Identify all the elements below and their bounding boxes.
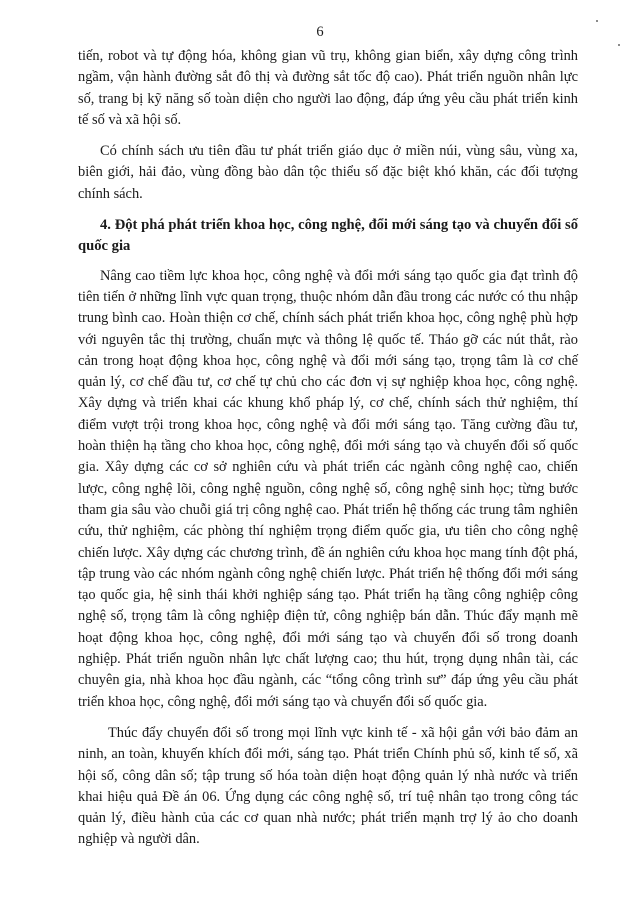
paragraph-digital-transformation: Thúc đẩy chuyển đổi số trong mọi lĩnh vực kinh tế - xã hội gắn với bảo đảm an ninh, an toàn, khuyến khích đổi mới, sáng tạo. Phát triển Chính phủ số, kinh tế số, xã hội số, công dân số; tập trung số hóa toàn diện hoạt động quản lý nhà nước và triển khai hiệu quả Đề án 06. Ứng dụng các công nghệ số, trí tuệ nhân tạo trong công tác quản lý, điều hành của các cơ quan nhà nước; phát triển mạnh trợ lý ảo cho doanh nghiệp và người dân. <box>78 724 578 848</box>
page-number: 6 <box>316 24 324 40</box>
paragraph-science-technology: Nâng cao tiềm lực khoa học, công nghệ và đổi mới sáng tạo quốc gia đạt trình độ tiên tiến ở những lĩnh vực quan trọng, thuộc nhóm dẫn đầu trong các nước có thu nhập trung bình cao. Hoàn thiện cơ chế, chính sách phát triển khoa học, công nghệ phù hợp với nguyên tắc thị trường, chuẩn mực và thông lệ quốc tế. Tháo gỡ các nút thắt, rào cản trong hoạt động khoa học, công nghệ và đổi mới sáng tạo, trọng tâm là cơ chế quản lý, cơ chế đầu tư, cơ chế tự chủ cho các đơn vị sự nghiệp khoa học, công nghệ. Xây dựng và triển khai các khung khổ pháp lý, cơ chế, chính sách thử nghiệm, thí điểm vượt trội trong khoa học, công nghệ và đổi mới sáng tạo. Tăng cường đầu tư, hoàn thiện hạ tầng cho khoa học, công nghệ, đổi mới sáng tạo và chuyển đổi số quốc gia. Xây dựng các cơ sở nghiên cứu và phát triển các ngành công nghệ cao, chiến lược, công nghệ lõi, công nghệ nguồn, công nghệ số, công nghệ sinh học; từng bước tham gia sâu vào chuỗi giá trị công nghệ cao. Phát triển hệ thống các trung tâm nghiên cứu, thử nghiệm, các phòng thí nghiệm trọng điểm quốc gia, ưu tiên cho công nghệ chiến lược. Xây dựng các chương trình, đề án nghiên cứu khoa học mang tính đột phá, tập trung vào các nhóm ngành công nghệ chiến lược. Phát triển hệ thống đổi mới sáng tạo quốc gia, hệ sinh thái khởi nghiệp sáng tạo. Phát triển hạ tầng công nghiệp công nghệ số, trọng tâm là công nghiệp điện tử, công nghiệp bán dẫn. Thúc đẩy mạnh mẽ hoạt động khoa học, công nghệ, đổi mới sáng tạo và chuyển đổi số trong doanh nghiệp. Phát triển nguồn nhân lực chất lượng cao; thu hút, trọng dụng nhân tài, các chuyên gia, nhà khoa học đầu ngành, các “tổng công trình sư” đáp ứng yêu cầu phát triển khoa học, công nghệ, đổi mới sáng tạo và chuyển đổi số quốc gia. <box>78 267 578 710</box>
paragraph-continuation: tiến, robot và tự động hóa, không gian vũ trụ, không gian biển, xây dựng công trình ngầm, vận hành đường sắt đô thị và đường sắt tốc độ cao). Phát triển nguồn nhân lực số, trang bị kỹ năng số toàn diện cho người lao động, đáp ứng yêu cầu phát triển kinh tế số và xã hội số. <box>78 48 578 128</box>
paragraph-education-policy: Có chính sách ưu tiên đầu tư phát triển giáo dục ở miền núi, vùng sâu, vùng xa, biên giới, hải đảo, vùng đồng bào dân tộc thiểu số đặc biệt khó khăn, các đối tượng chính sách. <box>78 143 578 202</box>
scan-speck <box>618 44 620 46</box>
document-body <box>78 46 578 861</box>
scan-speck <box>596 20 598 22</box>
section-heading-4: 4. Đột phá phát triển khoa học, công nghệ, đổi mới sáng tạo và chuyển đổi số quốc gia <box>78 217 578 255</box>
